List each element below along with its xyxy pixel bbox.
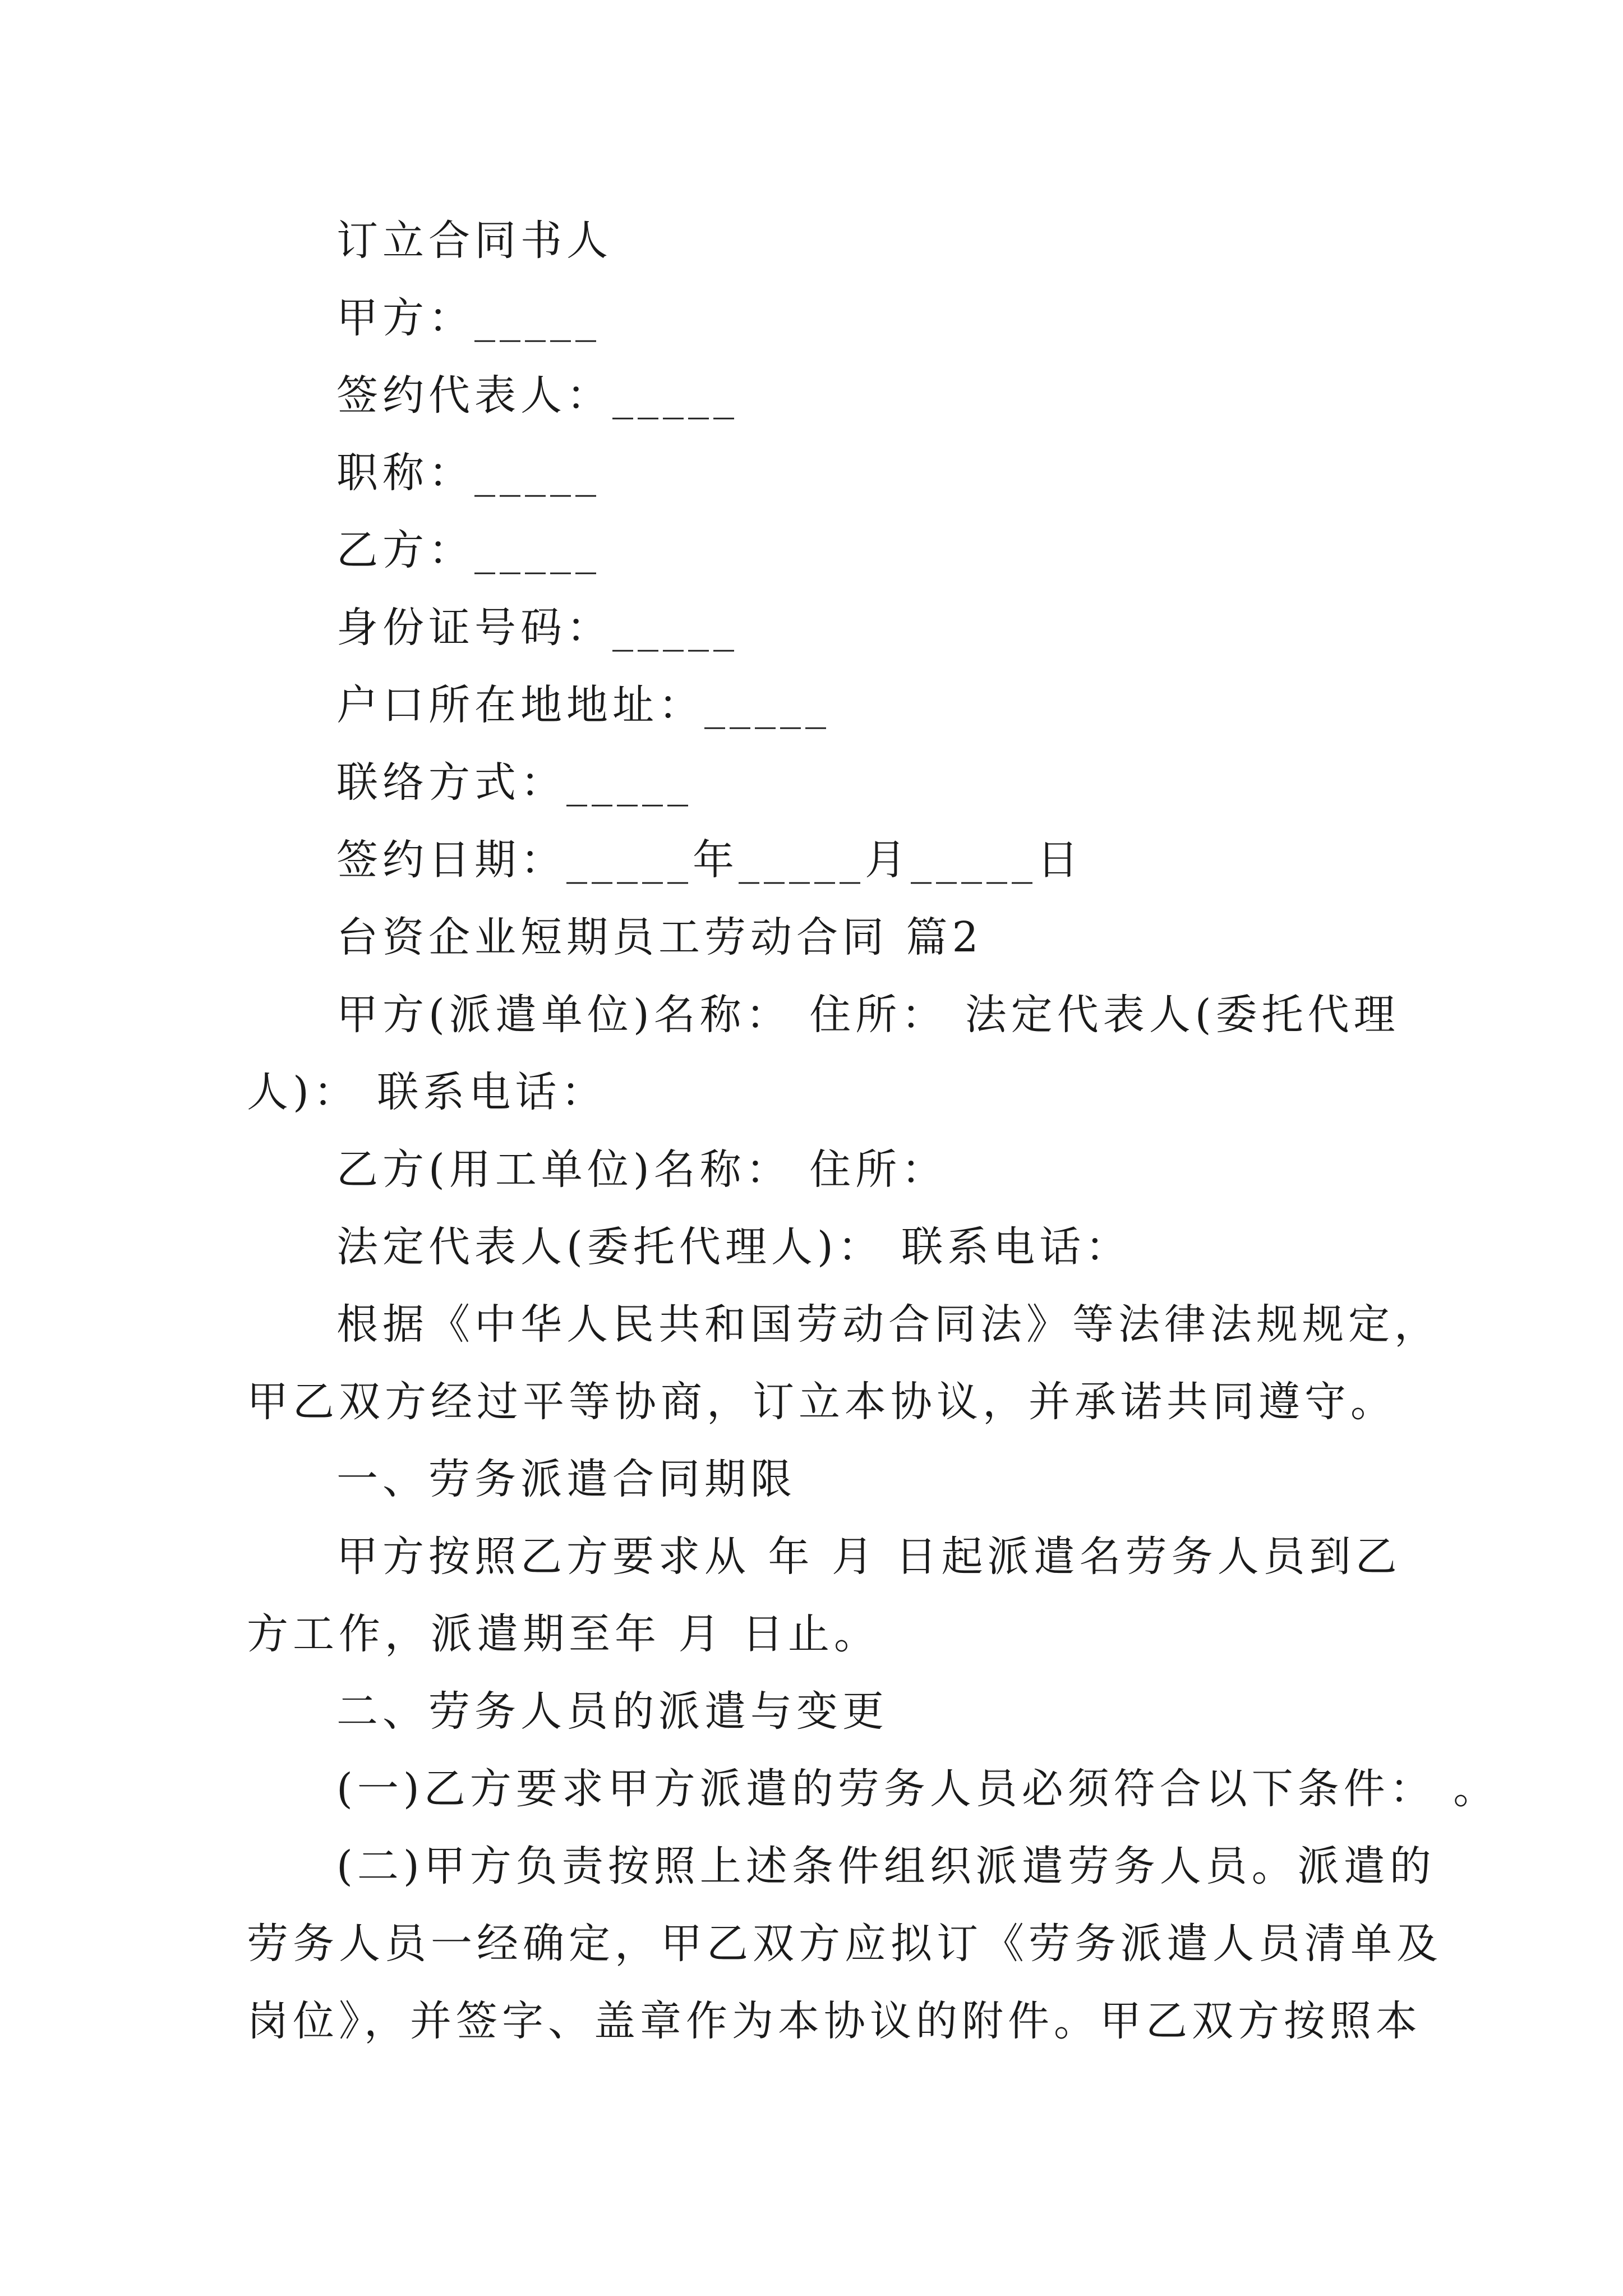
household-address-field: 户口所在地地址：_____: [336, 681, 831, 729]
clause-1-body-line-2: 方工作，派遣期至年 月 日止。: [247, 1610, 880, 1658]
party-a-info-line-1: 甲方(派遣单位)名称： 住所： 法定代表人(委托代理: [336, 991, 1400, 1039]
contract-signatories-heading: 订立合同书人: [336, 217, 612, 265]
clause-2-item-2-line-1: (二)甲方负责按照上述条件组织派遣劳务人员。派遣的: [336, 1842, 1436, 1890]
signing-date-field: 签约日期：_____年_____月_____日: [336, 836, 1083, 884]
clause-2-item-1: (一)乙方要求甲方派遣的劳务人员必须符合以下条件： 。: [336, 1765, 1500, 1813]
signing-representative-field: 签约代表人：_____: [336, 371, 739, 420]
party-b-field: 乙方：_____: [336, 526, 601, 574]
clause-2-item-2-line-2: 劳务人员一经确定，甲乙双方应拟订《劳务派遣人员清单及: [247, 1920, 1442, 1968]
preamble-line-2: 甲乙双方经过平等协商，订立本协议，并承诺共同遵守。: [247, 1378, 1396, 1426]
party-a-info-line-2: 人)： 联系电话：: [247, 1068, 607, 1116]
section-title: 台资企业短期员工劳动合同 篇2: [336, 913, 983, 961]
preamble-line-1: 根据《中华人民共和国劳动合同法》等法律法规规定，: [336, 1300, 1440, 1349]
contact-field: 联络方式：_____: [336, 758, 693, 807]
clause-1-body-line-1: 甲方按照乙方要求从 年 月 日起派遣名劳务人员到乙: [336, 1533, 1401, 1581]
party-b-info: 乙方(用工单位)名称： 住所：: [336, 1145, 948, 1194]
clause-2-heading: 二、劳务人员的派遣与变更: [336, 1687, 888, 1736]
party-a-field: 甲方：_____: [336, 294, 601, 342]
legal-representative-info: 法定代表人(委托代理人)： 联系电话：: [336, 1223, 1132, 1271]
clause-2-item-2-line-3: 岗位》，并签字、盖章作为本协议的附件。甲乙双方按照本: [247, 1997, 1422, 2045]
job-title-field: 职称：_____: [336, 449, 601, 497]
clause-1-heading: 一、劳务派遣合同期限: [336, 1455, 796, 1503]
id-number-field: 身份证号码：_____: [336, 604, 739, 652]
